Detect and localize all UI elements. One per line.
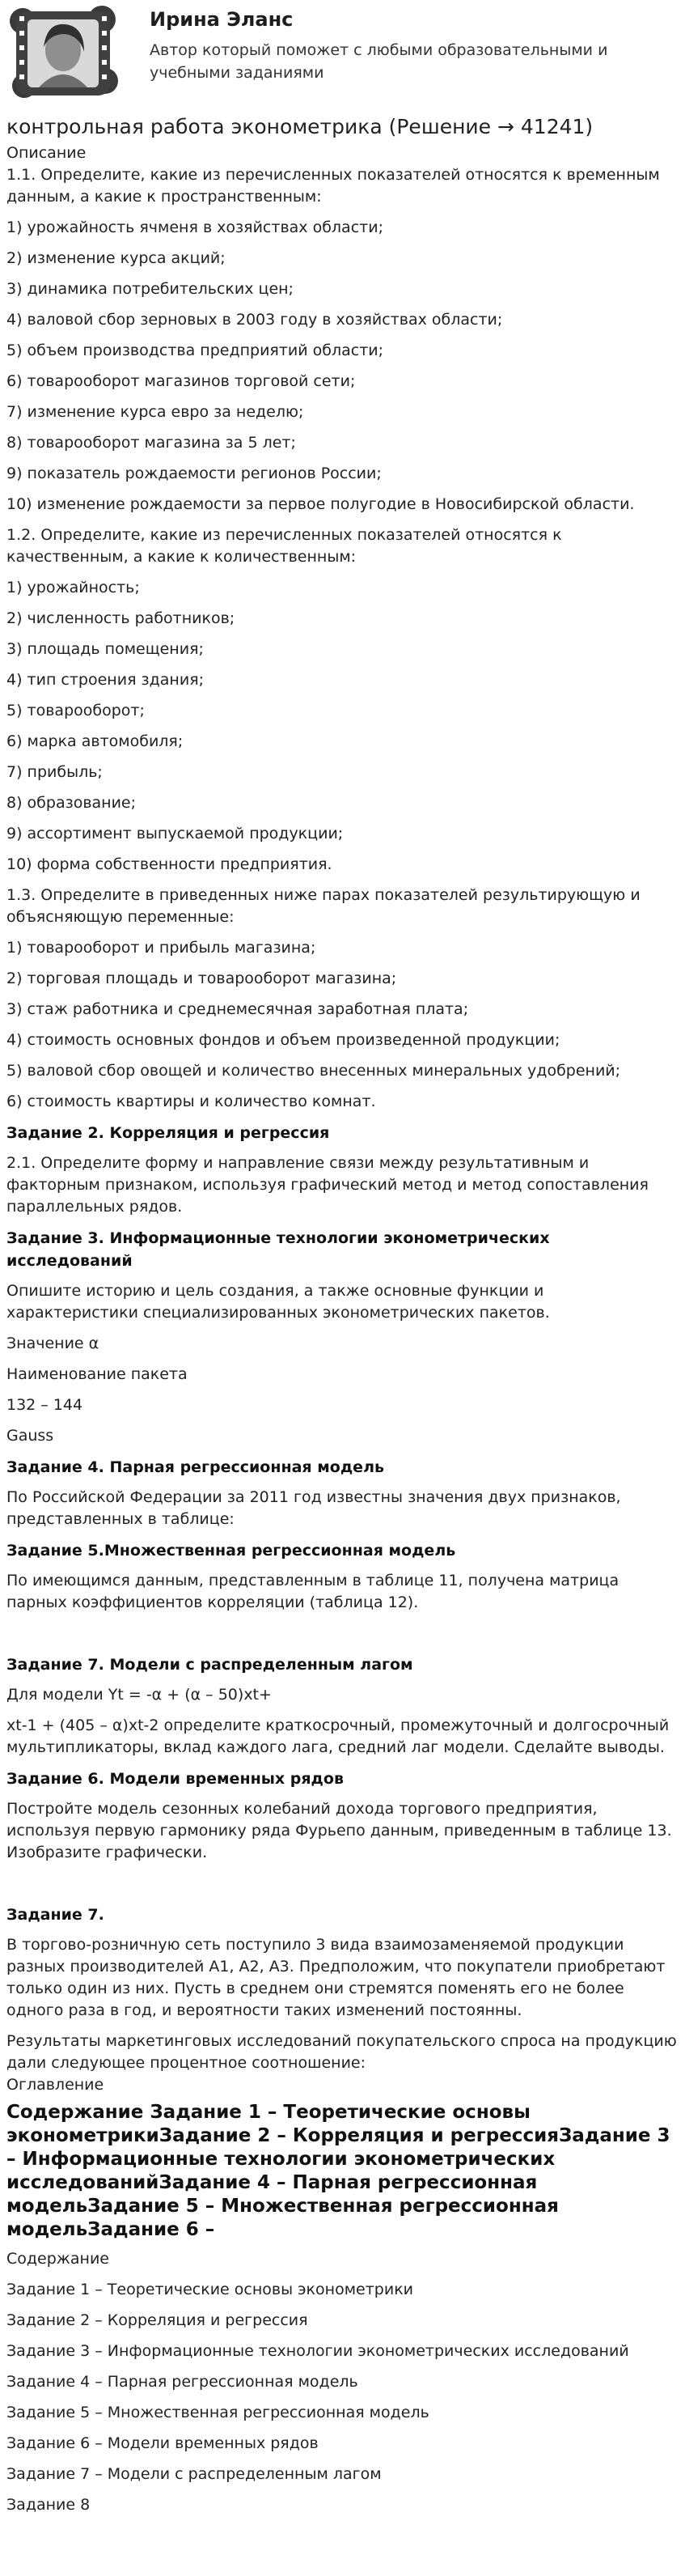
toc-item: Задание 4 – Парная регрессионная модель bbox=[6, 2373, 358, 2391]
list-item: 10) форма собственности предприятия. bbox=[6, 855, 332, 873]
list-item: 9) ассортимент выпускаемой продукции; bbox=[6, 825, 344, 842]
toc-item: Задание 3 – Информационные технологии эконометрических исследований bbox=[6, 2342, 629, 2360]
spacer bbox=[6, 1873, 679, 1903]
list-item: 2) численность работников; bbox=[6, 609, 235, 627]
list-item: 5) товарооборот; bbox=[6, 702, 145, 719]
author-description: Автор который поможет с любыми образовательными и учебными заданиями bbox=[150, 41, 608, 82]
toc-item: Задание 5 – Множественная регрессионная модель bbox=[6, 2404, 429, 2421]
list-item: 7) изменение курса евро за неделю; bbox=[6, 403, 304, 421]
task-3-line: Значение α bbox=[6, 1335, 99, 1352]
author-header bbox=[0, 0, 685, 113]
list-item: 6) марка автомобиля; bbox=[6, 732, 184, 750]
page-title: контрольная работа эконометрика (Решение → 41241) bbox=[6, 115, 594, 138]
task-6-heading: Задание 6. Модели временных рядов bbox=[6, 1770, 344, 1788]
question-1-3: 1.3. Определите в приведенных ниже парах показателей результирующую и объясняющую переменные: bbox=[6, 886, 641, 926]
avatar-film-frame-icon bbox=[6, 3, 120, 104]
list-item: 9) показатель рождаемости регионов России; bbox=[6, 465, 382, 482]
task-6-text: Постройте модель сезонных колебаний дохода торгового предприятия, используя первую гармонику ряда Фурьепо данным, приведенным в таблице 13. Изобразите графически. bbox=[6, 1800, 672, 1861]
question-1-2: 1.2. Определите, какие из перечисленных показателей относятся к качественным, а какие к количественным: bbox=[6, 526, 562, 566]
list-item: 7) прибыль; bbox=[6, 763, 103, 781]
toc-label: Оглавление bbox=[6, 2076, 104, 2094]
spacer bbox=[6, 1623, 679, 1653]
toc-item: Задание 2 – Корреляция и регрессия bbox=[6, 2311, 308, 2329]
task-3-heading: Задание 3. Информационные технологии эконометрических исследований bbox=[6, 1229, 550, 1270]
task-4-heading: Задание 4. Парная регрессионная модель bbox=[6, 1458, 384, 1476]
list-item: 5) объем производства предприятий области; bbox=[6, 342, 384, 359]
question-1-1: 1.1. Определите, какие из перечисленных показателей относятся к временным данным, а какие к пространственным: bbox=[6, 166, 660, 206]
author-name[interactable]: Ирина Эланс bbox=[150, 8, 294, 31]
task-7-lag-line-1: Для модели Yt = -α + (α – 50)xt+ bbox=[6, 1686, 272, 1704]
list-item: 8) образование; bbox=[6, 794, 137, 812]
task-3-line: 132 – 144 bbox=[6, 1396, 83, 1414]
description-label: Описание bbox=[6, 144, 87, 162]
task-7-lag-heading: Задание 7. Модели с распределенным лагом bbox=[6, 1656, 413, 1674]
list-item: 2) изменение курса акций; bbox=[6, 249, 226, 267]
task-5-text: По имеющимся данным, представленным в таблице 11, получена матрица парных коэффициентов корреляции (таблица 12). bbox=[6, 1572, 619, 1611]
toc-item: Задание 7 – Модели с распределенным лагом bbox=[6, 2465, 382, 2483]
list-item: 3) динамика потребительских цен; bbox=[6, 280, 294, 298]
task-2-heading: Задание 2. Корреляция и регрессия bbox=[6, 1124, 330, 1142]
task-7-heading: Задание 7. bbox=[6, 1906, 104, 1924]
list-item: 1) товарооборот и прибыль магазина; bbox=[6, 939, 316, 957]
list-item: 1) урожайность ячменя в хозяйствах области; bbox=[6, 219, 383, 236]
list-item: 8) товарооборот магазина за 5 лет; bbox=[6, 434, 296, 452]
avatar bbox=[6, 3, 120, 104]
task-5-heading: Задание 5.Множественная регрессионная модель bbox=[6, 1542, 456, 1560]
task-3-line: Gauss bbox=[6, 1427, 54, 1445]
toc-item: Задание 1 – Теоретические основы эконометрики bbox=[6, 2281, 414, 2298]
list-item: 10) изменение рождаемости за первое полугодие в Новосибирской области. bbox=[6, 495, 635, 513]
contents-label: Содержание bbox=[6, 2250, 109, 2268]
list-item: 2) торговая площадь и товарооборот магазина; bbox=[6, 970, 397, 987]
task-7-lag-line-2: xt-1 + (405 – α)xt-2 определите краткосрочный, промежуточный и долгосрочный мультипликаторы, вклад каждого лага, средний лаг модели. Сделайте выводы. bbox=[6, 1717, 670, 1756]
list-item: 5) валовой сбор овощей и количество внесенных минеральных удобрений; bbox=[6, 1062, 621, 1080]
list-item: 4) тип строения здания; bbox=[6, 671, 205, 689]
list-item: 3) площадь помещения; bbox=[6, 640, 204, 658]
list-item: 3) стаж работника и среднемесячная заработная плата; bbox=[6, 1000, 469, 1018]
toc-item: Задание 6 – Модели временных рядов bbox=[6, 2434, 319, 2452]
toc-item: Задание 8 bbox=[6, 2496, 91, 2514]
list-item: 6) товарооборот магазинов торговой сети; bbox=[6, 372, 356, 390]
task-4-text: По Российской Федерации за 2011 год известны значения двух признаков, представленных в таблице: bbox=[6, 1488, 621, 1528]
task-7-text-2: Результаты маркетинговых исследований покупательского спроса на продукцию дали следующее процентное соотношение: bbox=[6, 2032, 677, 2072]
document-content bbox=[0, 113, 685, 2516]
task-3-text: Опишите историю и цель создания, а также основные функции и характеристики специализированных эконометрических пакетов. bbox=[6, 1282, 550, 1322]
toc-summary: Содержание Задание 1 – Теоретические основы эконометрикиЗадание 2 – Корреляция и регрессияЗадание 3 – Информационные технологии эконометрических исследованийЗадание 4 – Парная регрессионная модельЗадание 5 – Множественная регрессионная модельЗадание 6 – bbox=[6, 2102, 670, 2240]
task-7-text-1: В торгово-розничную сеть поступило 3 вида взаимозаменяемой продукции разных производителей А1, А2, А3. Предположим, что покупатели приобретают только один из них. Пусть в среднем они стремятся поменять его не более одного раза в год, и вероятности таких изменений постоянны. bbox=[6, 1936, 666, 2019]
list-item: 4) валовой сбор зерновых в 2003 году в хозяйствах области; bbox=[6, 311, 503, 329]
task-3-line: Наименование пакета bbox=[6, 1365, 188, 1383]
list-item: 6) стоимость квартиры и количество комнат. bbox=[6, 1093, 376, 1110]
list-item: 1) урожайность; bbox=[6, 579, 140, 596]
task-2-text: 2.1. Определите форму и направление связи между результативным и факторным признаком, используя графический метод и метод сопоставления параллельных рядов. bbox=[6, 1154, 649, 1216]
list-item: 4) стоимость основных фондов и объем произведенной продукции; bbox=[6, 1031, 560, 1049]
